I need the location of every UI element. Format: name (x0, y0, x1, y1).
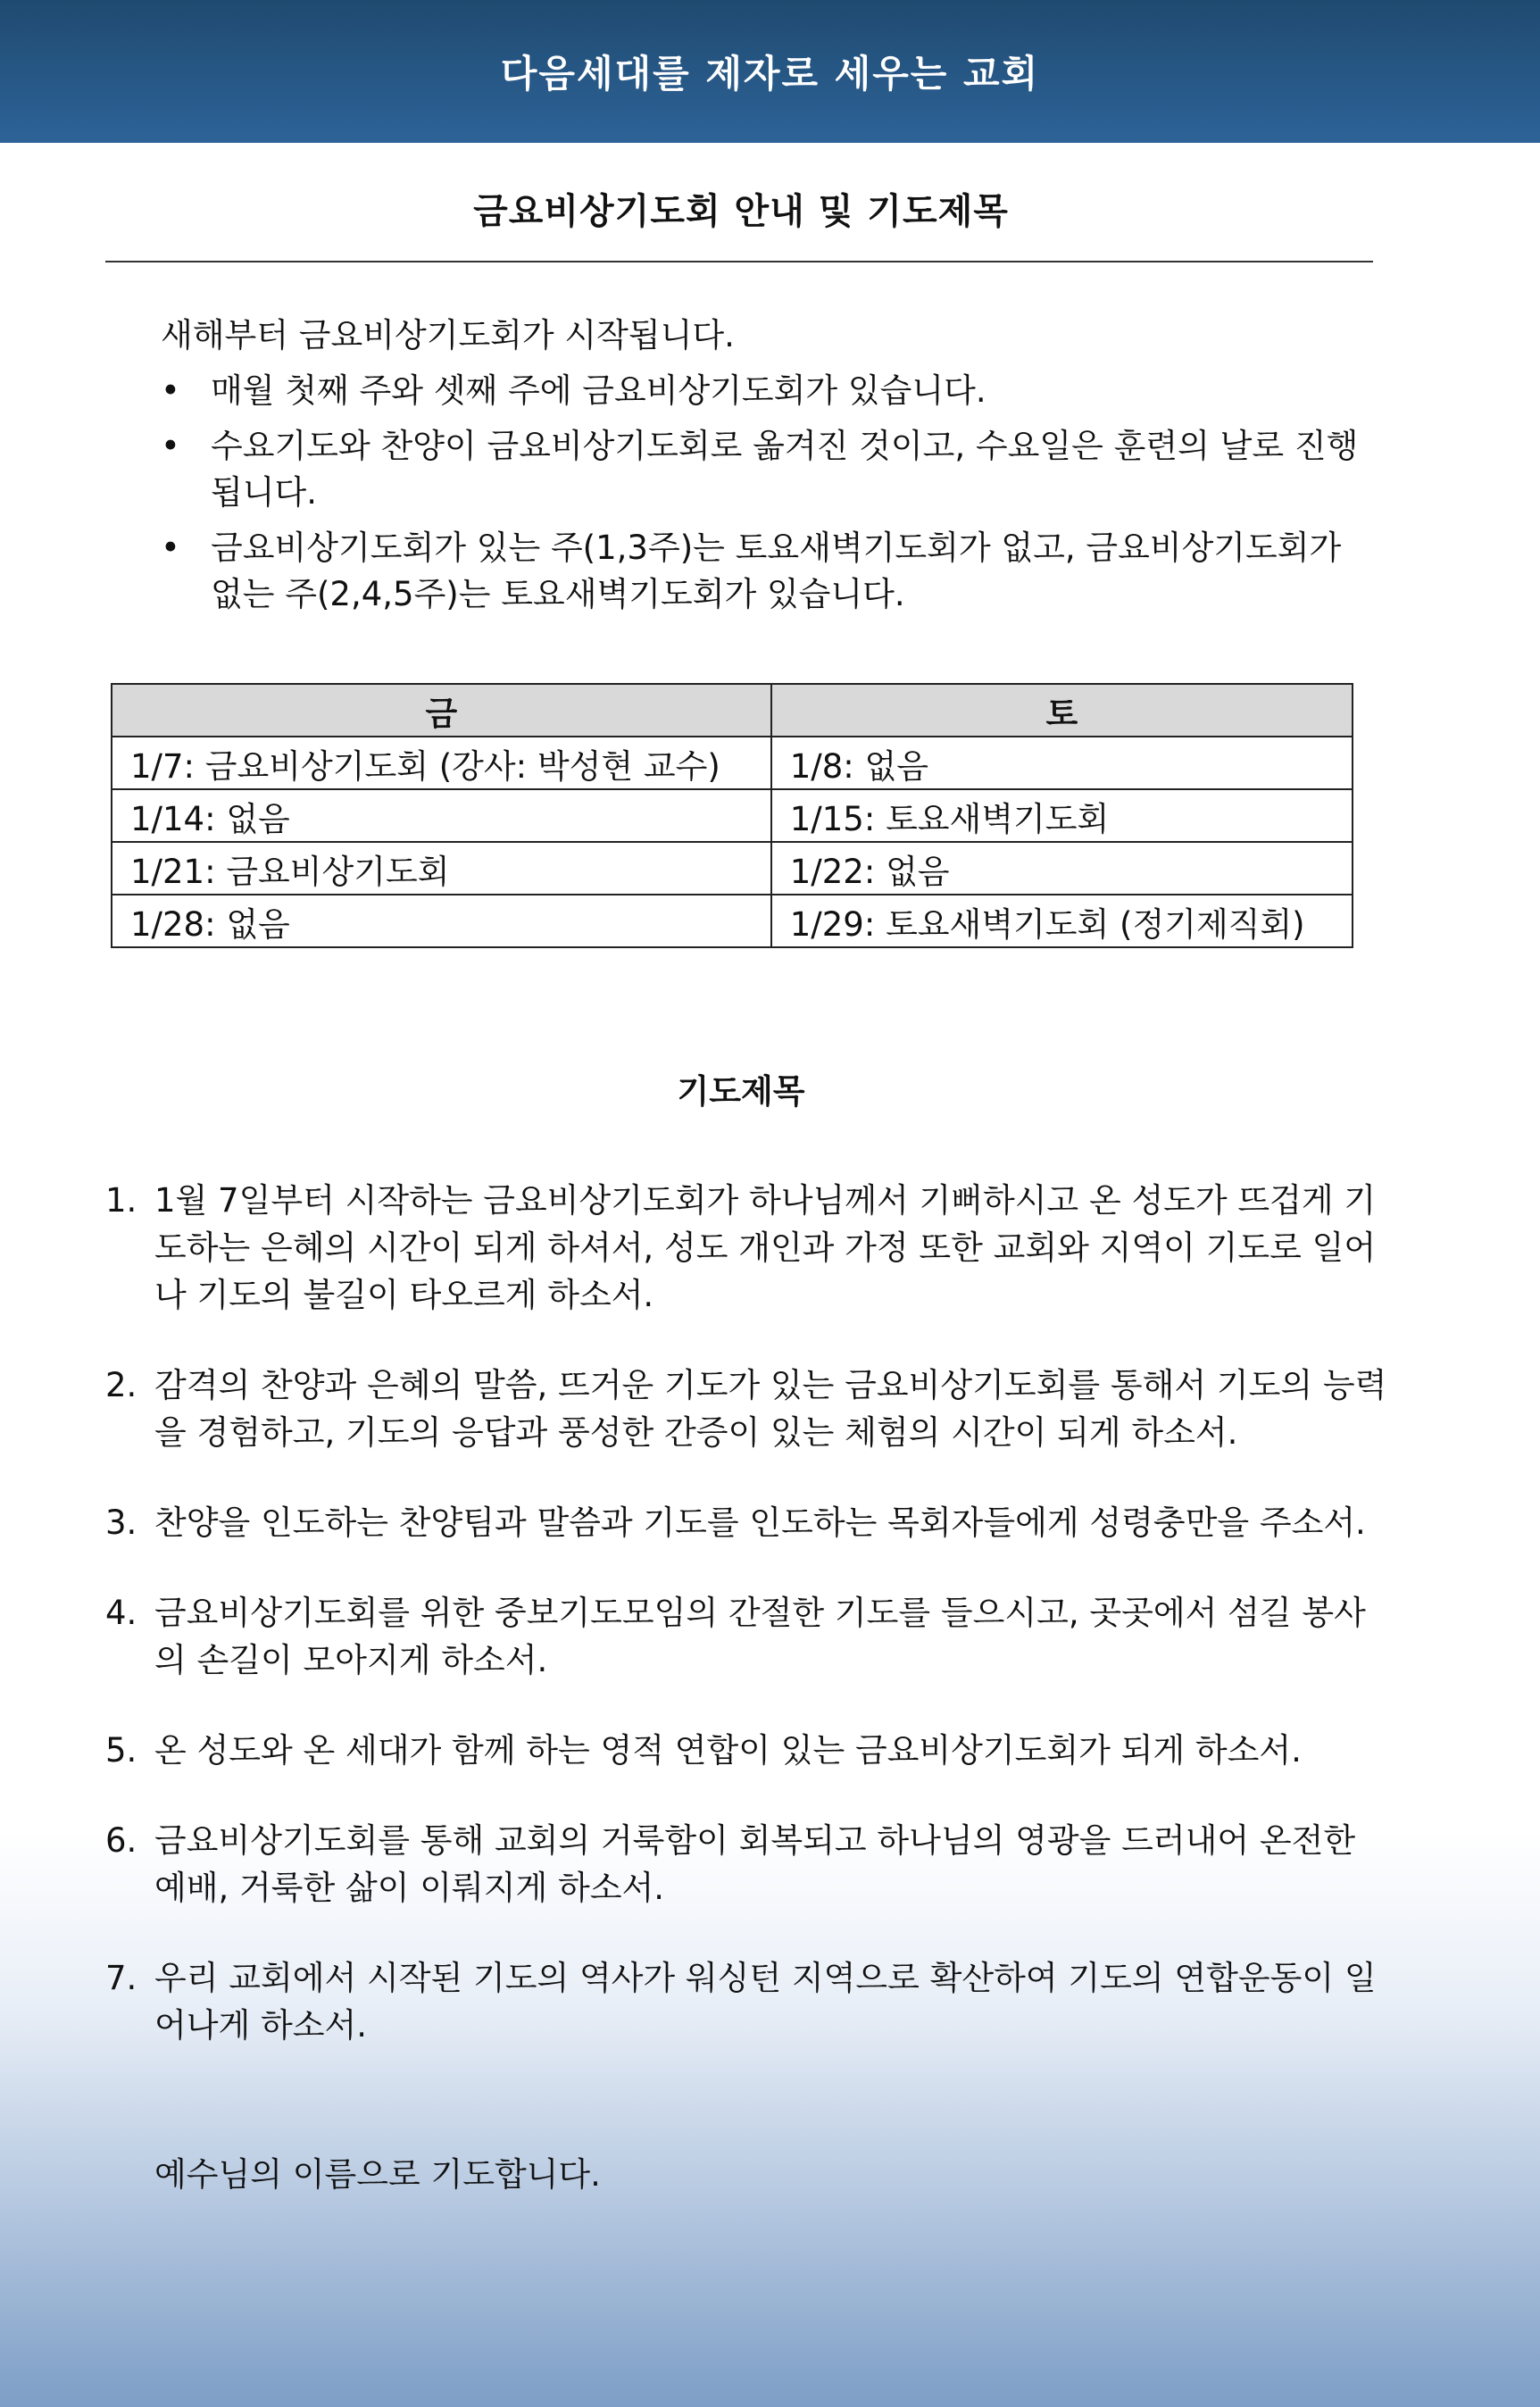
intro-text: 새해부터 금요비상기도회가 시작됩니다. (161, 316, 735, 354)
friday-cell: 1/21: 금요비상기도회 (112, 842, 771, 895)
prayer-text: 금요비상기도회를 위한 중보기도모임의 간절한 기도를 들으시고, 곳곳에서 섬길 봉사의 손길이 모아지게 하소서. (154, 1594, 1366, 1679)
title-divider (105, 261, 1373, 262)
column-header-friday: 금 (112, 684, 771, 737)
prayer-item (105, 1727, 1391, 1774)
table-row (112, 842, 1353, 895)
prayer-item (105, 1589, 1391, 1684)
table-row (112, 895, 1353, 947)
prayer-number: 1. (105, 1181, 137, 1220)
table-row (112, 789, 1353, 842)
saturday-cell: 1/15: 토요새벽기도회 (771, 789, 1353, 842)
prayer-number: 2. (105, 1366, 137, 1404)
bullet-icon: • (161, 371, 180, 410)
prayer-item (105, 1177, 1391, 1319)
saturday-cell: 1/8: 없음 (771, 737, 1353, 789)
column-header-saturday: 토 (771, 684, 1353, 737)
prayer-text: 1월 7일부터 시작하는 금요비상기도회가 하나님께서 기뻐하시고 온 성도가 뜨겁게 기도하는 은혜의 시간이 되게 하셔서, 성도 개인과 가정 또한 교회와 지역이 기도로 일어나 기도의 불길이 타오르게 하소서. (154, 1181, 1377, 1314)
header-band (0, 0, 1540, 143)
notice-text: 매월 첫째 주와 셋째 주에 금요비상기도회가 있습니다. (211, 371, 986, 410)
page-title: 금요비상기도회 안내 및 기도제목 (473, 191, 1009, 232)
prayer-text: 우리 교회에서 시작된 기도의 역사가 워싱턴 지역으로 확산하여 기도의 연합운동이 일어나게 하소서. (154, 1959, 1377, 2045)
bullet-icon: • (161, 427, 180, 465)
saturday-cell: 1/29: 토요새벽기도회 (정기제직회) (771, 895, 1353, 947)
notice-item (161, 525, 1375, 618)
closing-prayer: 예수님의 이름으로 기도합니다. (154, 2155, 601, 2194)
prayer-text: 감격의 찬양과 은혜의 말씀, 뜨거운 기도가 있는 금요비상기도회를 통해서 기도의 능력을 경험하고, 기도의 응답과 풍성한 간증이 있는 체험의 시간이 되게 하소서. (154, 1366, 1387, 1452)
notice-item (161, 368, 1375, 414)
prayer-item (105, 1954, 1391, 2049)
prayer-item (105, 1362, 1391, 1456)
friday-cell: 1/14: 없음 (112, 789, 771, 842)
saturday-cell: 1/22: 없음 (771, 842, 1353, 895)
prayer-item (105, 1499, 1391, 1546)
friday-cell: 1/7: 금요비상기도회 (강사: 박성현 교수) (112, 737, 771, 789)
notice-text: 수요기도와 찬양이 금요비상기도회로 옮겨진 것이고, 수요일은 훈련의 날로 진행됩니다. (211, 427, 1359, 512)
prayer-text: 찬양을 인도하는 찬양팀과 말씀과 기도를 인도하는 목회자들에게 성령충만을 주소서. (154, 1503, 1366, 1542)
prayer-number: 7. (105, 1959, 137, 1997)
prayer-text: 온 성도와 온 세대가 함께 하는 영적 연합이 있는 금요비상기도회가 되게 하소서. (154, 1731, 1302, 1770)
bullet-icon: • (161, 529, 180, 567)
prayer-number: 3. (105, 1503, 137, 1542)
prayer-text: 금요비상기도회를 통해 교회의 거룩함이 회복되고 하나님의 영광을 드러내어 온전한 예배, 거룩한 삶이 이뤄지게 하소서. (154, 1821, 1356, 1907)
notice-item (161, 423, 1375, 516)
prayer-list (105, 1177, 1391, 2092)
prayer-section-title: 기도제목 (677, 1072, 805, 1111)
prayer-number: 5. (105, 1731, 137, 1770)
prayer-item (105, 1817, 1391, 1911)
notice-text: 금요비상기도회가 있는 주(1,3주)는 토요새벽기도회가 없고, 금요비상기도회가 없는 주(2,4,5주)는 토요새벽기도회가 있습니다. (211, 529, 1342, 613)
table-row (112, 737, 1353, 789)
notice-list (161, 368, 1375, 627)
prayer-number: 4. (105, 1594, 137, 1632)
church-slogan: 다음세대를 제자로 세우는 교회 (500, 52, 1040, 96)
friday-cell: 1/28: 없음 (112, 895, 771, 947)
table-header-row (112, 684, 1353, 737)
schedule-table (111, 683, 1353, 948)
prayer-number: 6. (105, 1821, 137, 1860)
